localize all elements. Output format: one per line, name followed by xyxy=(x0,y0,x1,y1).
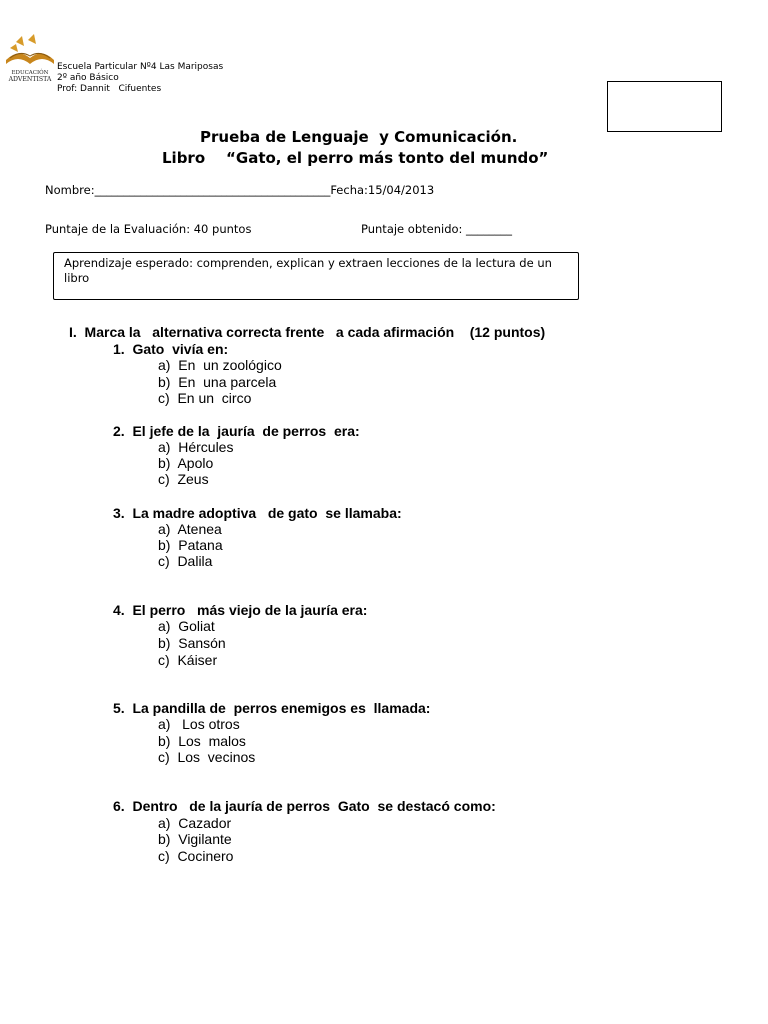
page-title: Prueba de Lenguaje y Comunicación. xyxy=(200,128,518,146)
section-heading: I. Marca la alternativa correcta frente a cada afirmación (12 puntos) xyxy=(69,324,546,340)
question-2: 2. El jefe de la jauría de perros era: xyxy=(113,423,360,439)
question-3-option-c: c) Dalila xyxy=(158,553,213,569)
school-logo xyxy=(4,34,56,84)
question-3-option-a: a) Atenea xyxy=(158,521,222,537)
question-6-option-c: c) Cocinero xyxy=(158,848,234,864)
learning-objective-text: Aprendizaje esperado: comprenden, explican y extraen lecciones de la lectura de un libro xyxy=(64,256,552,285)
school-name: Escuela Particular Nº4 Las Mariposas xyxy=(57,62,224,72)
grade-label: 2º año Básico xyxy=(57,73,119,83)
svg-text:ADVENTISTA: ADVENTISTA xyxy=(8,76,52,83)
question-1-option-c: c) En un circo xyxy=(158,390,252,406)
question-4-option-a: a) Goliat xyxy=(158,618,215,634)
question-4-option-c: c) Káiser xyxy=(158,652,218,668)
question-2-option-a: a) Hércules xyxy=(158,439,234,455)
question-5-option-c: c) Los vecinos xyxy=(158,749,256,765)
question-6-option-b: b) Vigilante xyxy=(158,831,232,847)
score-box xyxy=(607,81,722,132)
total-score-label: Puntaje de la Evaluación: 40 puntos xyxy=(45,222,252,236)
question-5-option-a: a) Los otros xyxy=(158,716,240,732)
book-title: Libro “Gato, el perro más tonto del mundo” xyxy=(162,149,549,167)
question-5: 5. La pandilla de perros enemigos es llamada: xyxy=(113,700,431,716)
adventist-logo-icon xyxy=(4,34,56,84)
question-6-option-a: a) Cazador xyxy=(158,815,232,831)
name-date-field: Nombre:_________________________________________Fecha:15/04/2013 xyxy=(45,183,435,197)
question-1-option-a: a) En un zoológico xyxy=(158,357,282,373)
learning-objective-box xyxy=(53,252,579,300)
question-4-option-b: b) Sansón xyxy=(158,635,226,651)
question-6: 6. Dentro de la jauría de perros Gato se destacó como: xyxy=(113,798,496,814)
svg-text:EDUCACIÓN: EDUCACIÓN xyxy=(11,70,49,76)
question-2-option-c: c) Zeus xyxy=(158,471,209,487)
question-4: 4. El perro más viejo de la jauría era: xyxy=(113,602,368,618)
question-5-option-b: b) Los malos xyxy=(158,733,246,749)
question-1-option-b: b) En una parcela xyxy=(158,374,277,390)
obtained-score-field: Puntaje obtenido: ________ xyxy=(361,222,513,236)
question-3: 3. La madre adoptiva de gato se llamaba: xyxy=(113,505,402,521)
question-1: 1. Gato vivía en: xyxy=(113,341,229,357)
question-3-option-b: b) Patana xyxy=(158,537,223,553)
question-2-option-b: b) Apolo xyxy=(158,455,214,471)
teacher-label: Prof: Dannit Cifuentes xyxy=(57,84,162,94)
